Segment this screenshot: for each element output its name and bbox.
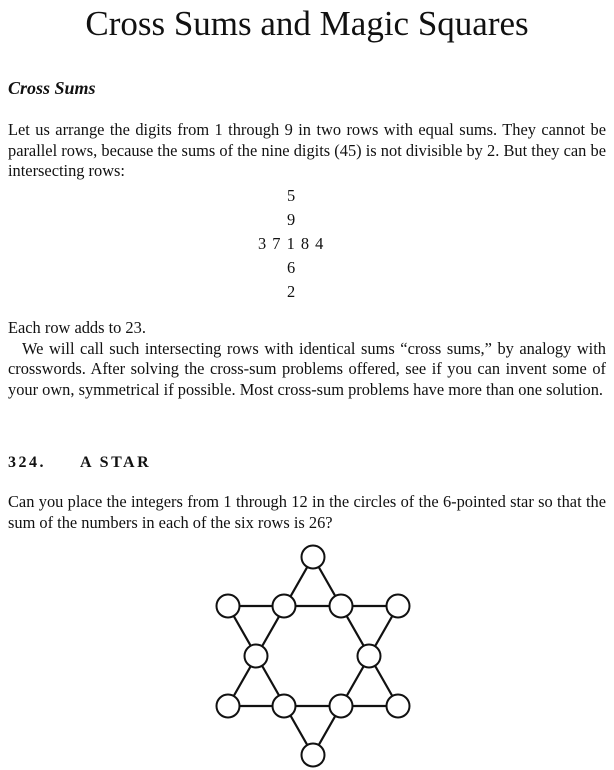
page-title: Cross Sums and Magic Squares (85, 4, 529, 43)
cross-vertical-4: 6 (287, 258, 296, 277)
star-down-triangle (228, 606, 398, 755)
cross-horizontal-row: 3 7 1 8 4 (258, 234, 325, 253)
star-circle (387, 595, 410, 618)
cross-vertical-5: 2 (287, 282, 296, 301)
problem-title: A STAR (80, 454, 152, 471)
star-circle (217, 595, 240, 618)
star-circle (273, 695, 296, 718)
star-up-triangle (228, 557, 398, 706)
star-circle (330, 695, 353, 718)
star-circle (302, 546, 325, 569)
problem-text: Can you place the integers from 1 through 12 in the circles of the 6-pointed star so that the sum of the numbers in each of the six rows is 26? (8, 492, 606, 532)
problem-number: 324. (8, 454, 46, 471)
star-circle (358, 645, 381, 668)
intro-paragraph: Let us arrange the digits from 1 through 9 in two rows with equal sums. They cannot be parallel rows, because the sums of the nine digits (45) is not divisible by 2. But they can be intersecting rows: (8, 120, 606, 180)
star-circle (217, 695, 240, 718)
star-circle (330, 595, 353, 618)
star-circle (302, 744, 325, 767)
cross-vertical-2: 9 (287, 210, 296, 229)
row-sum-note: Each row adds to 23. (8, 318, 146, 337)
cross-sums-definition: We will call such intersecting rows with identical sums “cross sums,” by analogy with crosswords. After solving the cross-sum problems offered, see if you can invent some of your own, symmetrical if possible. Most cross-sum problems have more than one solution. (8, 338, 606, 399)
section-heading: Cross Sums (8, 78, 96, 98)
cross-vertical-1: 5 (287, 186, 296, 205)
star-circle (245, 645, 268, 668)
star-circle (273, 595, 296, 618)
star-circle (387, 695, 410, 718)
